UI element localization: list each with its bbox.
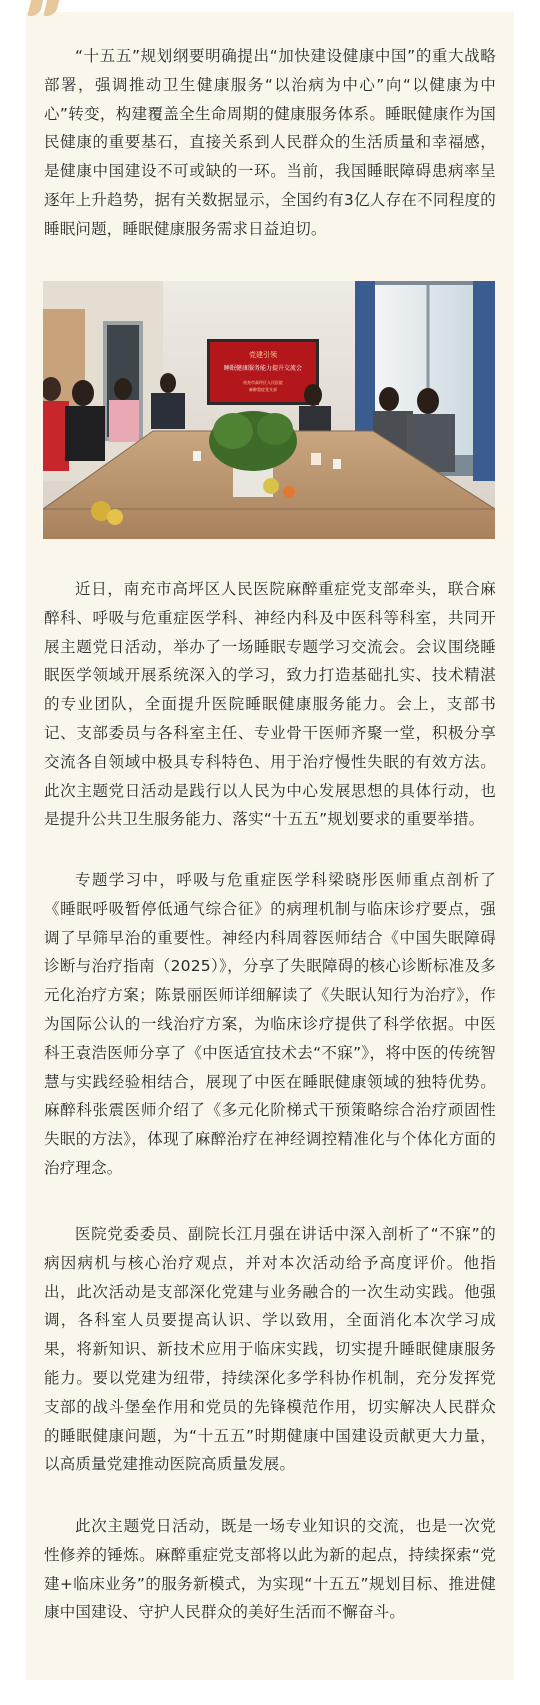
screen-subtitle: 睡眠健康服务能力提升交流会 bbox=[223, 365, 303, 372]
meeting-photo bbox=[43, 281, 495, 539]
paragraph-study: 专题学习中，呼吸与危重症医学科梁晓彤医师重点剖析了《睡眠呼吸暂停低通气综合征》的病理机制与临床诊疗要点，强调了早筛早治的重要性。神经内科周蓉医师结合《中国失眠障碍诊断与治疗指南（2025）》，分享了失眠障碍的核心诊断标准及多元化治疗方案；陈景丽医师详细解读了《失眠认知行为治疗》，作为国际公认的一线治疗方案，为临床诊疗提供了科学依据。中医科王袁浩医师分享了《中医适宜技术去“不寐”》，将中医的传统智慧与实践经验相结合，展现了中医在睡眠健康领域的独特优势。麻醉科张震医师介绍了《多元化阶梯式干预策略综合治疗顽固性失眠的方法》，体现了麻醉治疗在神经调控精准化与个体化方面的治疗理念。 bbox=[44, 871, 496, 1177]
paragraph-speech: 医院党委委员、副院长江月强在讲话中深入剖析了“不寐”的病因病机与核心治疗观点，并对本次活动给予高度评价。他指出，此次活动是支部深化党建与业务融合的一次生动实践。他强调，各科室人员要提高认识、学以致用，全面消化本次学习成果，将新知识、新技术应用于临床实践，切实提升睡眠健康服务能力。要以党建为纽带，持续深化多学科协作机制，充分发挥党支部的战斗堡垒作用和党员的先锋模范作用，切实解决人民群众的睡眠健康问题，为“十五五”时期健康中国建设贡献更大力量，以高质量党建推动医院高质量发展。 bbox=[44, 1225, 496, 1474]
screen-org-line-1: 南充市高坪区人民医院 bbox=[243, 380, 283, 385]
meeting-room-illustration bbox=[43, 281, 495, 539]
paragraph-event: 近日，南充市高坪区人民医院麻醉重症党支部牵头，联合麻醉科、呼吸与危重症医学科、神经内科及中医科等科室，共同开展主题党日活动，举办了一场睡眠专题学习交流会。会议围绕睡眠医学领域开展系统深入的学习，致力打造基础扎实、技术精湛的专业团队，全面提升医院睡眠健康服务能力。会上，支部书记、支部委员与各科室主任、专业骨干医师齐聚一堂，积极分享交流各自领域中极具专科特色、用于治疗慢性失眠的有效方法。此次主题党日活动是践行以人民为中心发展思想的具体行动，也是提升公共卫生服务能力、落实“十五五”规划要求的重要举措。 bbox=[44, 580, 496, 829]
screen-title: 党建引领 bbox=[249, 351, 277, 359]
screen-org-line-2: 麻醉重症党支部 bbox=[249, 387, 277, 392]
paragraph-intro: “十五五”规划纲要明确提出“加快建设健康中国”的重大战略部署，强调推动卫生健康服务“以治病为中心”向“以健康为中心”转变，构建覆盖全生命周期的健康服务体系。睡眠健康作为国民健康的重要基石，直接关系到人民群众的生活质量和幸福感，是健康中国建设不可或缺的一环。当前，我国睡眠障碍患病率呈逐年上升趋势，据有关数据显示，全国约有3亿人存在不同程度的睡眠问题，睡眠健康服务需求日益迫切。 bbox=[44, 47, 496, 238]
paragraph-conclusion: 此次主题党日活动，既是一场专业知识的交流，也是一次党性修养的锤炼。麻醉重症党支部将以此为新的起点，持续探索“党建+临床业务”的服务新模式，为实现“十五五”规划目标、推进健康中国建设、守护人民群众的美好生活而不懈奋斗。 bbox=[44, 1517, 496, 1622]
article-body bbox=[26, 12, 514, 1680]
